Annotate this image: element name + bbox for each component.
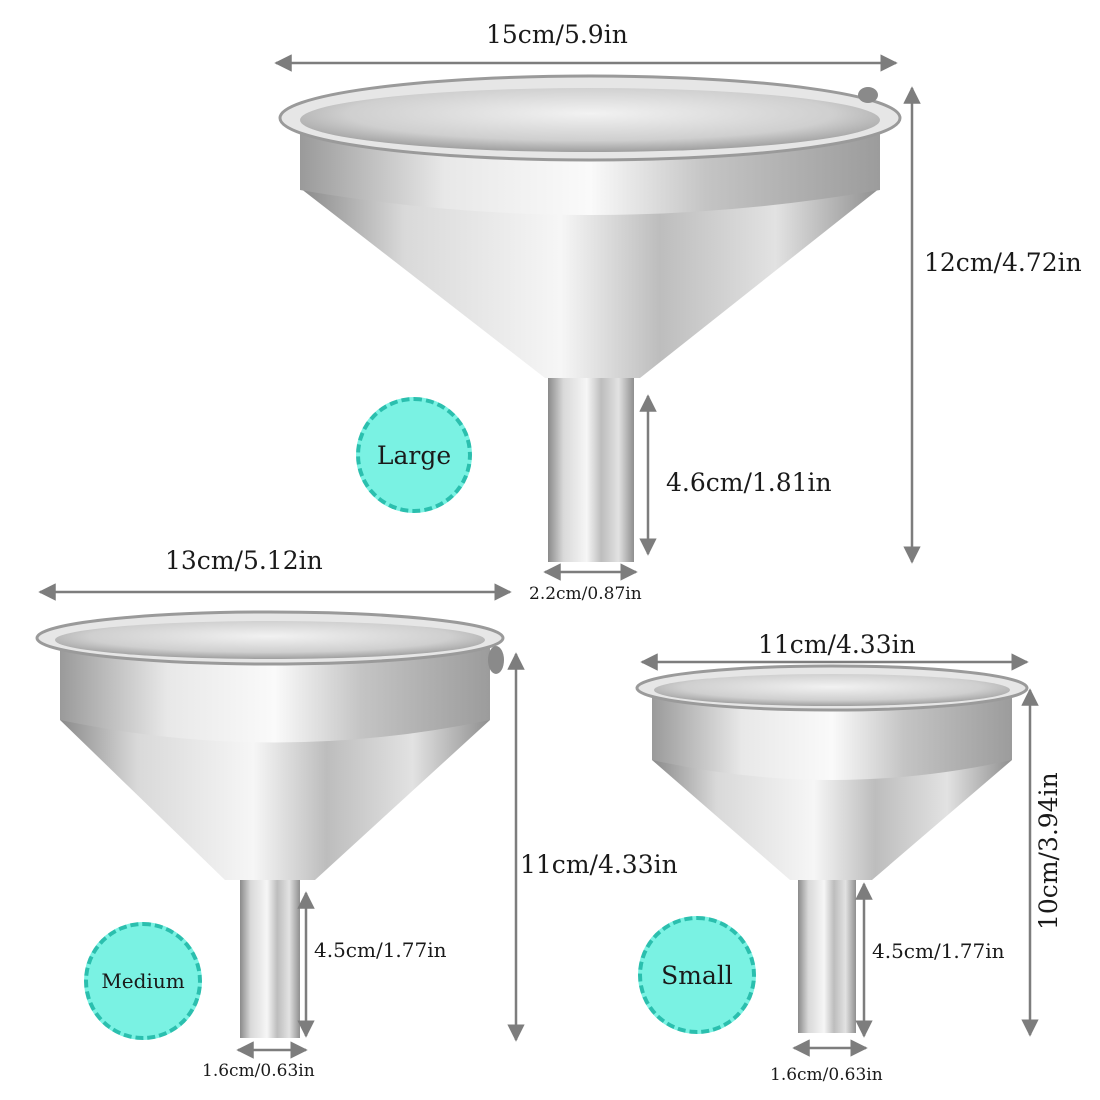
- large-bowl: [300, 88, 880, 152]
- size-badge-large-text: Large: [376, 440, 452, 470]
- large-spout-diameter-label: 2.2cm/0.87in: [529, 584, 642, 604]
- large-spout-length-label: 4.6cm/1.81in: [666, 468, 832, 497]
- medium-spout-length-label: 4.5cm/1.77in: [314, 938, 447, 962]
- medium-width-label: 13cm/5.12in: [165, 546, 323, 575]
- large-height-label: 12cm/4.72in: [924, 248, 1082, 277]
- small-height-label: 10cm/3.94in: [1034, 772, 1063, 930]
- size-badge-small: [638, 916, 756, 1034]
- medium-height-label: 11cm/4.33in: [520, 850, 678, 879]
- small-width-label: 11cm/4.33in: [758, 630, 916, 659]
- large-ring-tab: [858, 87, 878, 103]
- size-badge-small-text: Small: [661, 960, 733, 990]
- small-spout: [798, 875, 856, 1033]
- small-spout-diameter-label: 1.6cm/0.63in: [770, 1065, 883, 1085]
- medium-bowl: [55, 621, 485, 659]
- medium-ring-tab: [488, 646, 504, 674]
- small-bowl: [654, 674, 1010, 706]
- medium-spout-diameter-label: 1.6cm/0.63in: [202, 1061, 315, 1081]
- size-badge-medium: [84, 922, 202, 1040]
- small-spout-length-label: 4.5cm/1.77in: [872, 939, 1005, 963]
- large-spout: [548, 360, 634, 562]
- large-width-label: 15cm/5.9in: [486, 20, 628, 49]
- size-badge-large: [356, 397, 472, 513]
- medium-spout: [240, 880, 300, 1038]
- size-badge-medium-text: Medium: [101, 969, 185, 993]
